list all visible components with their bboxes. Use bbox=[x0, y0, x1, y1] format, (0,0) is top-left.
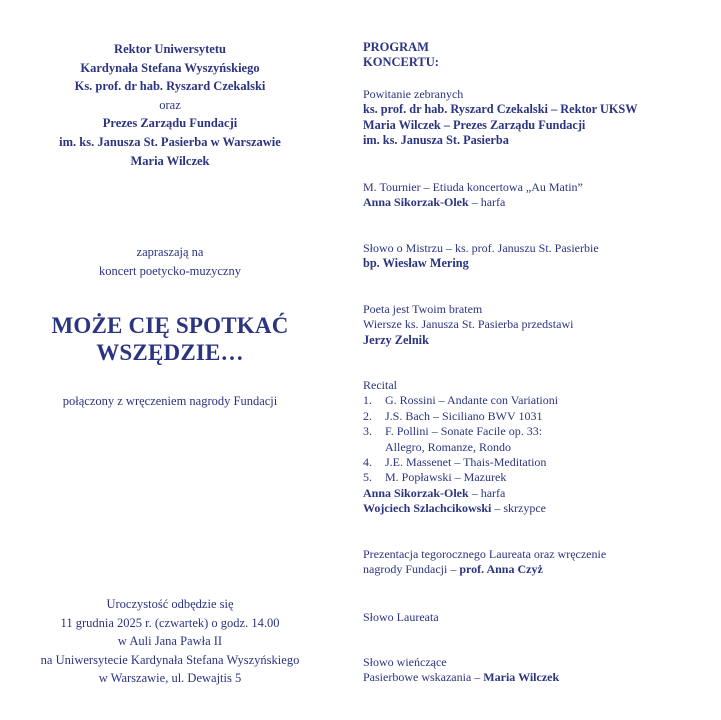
performer-name: Anna Sikorzak-Olek bbox=[363, 485, 469, 500]
performer-name: Anna Sikorzak-Olek bbox=[363, 195, 469, 210]
event-line: Uroczystość odbędzie się bbox=[106, 597, 234, 611]
event-details bbox=[20, 595, 320, 688]
piece: M. Tournier – Etiuda koncertowa „Au Matin” bbox=[363, 180, 583, 194]
recital-piece-continued: Allegro, Romanze, Rondo bbox=[385, 439, 511, 454]
program-item-tournier bbox=[363, 180, 708, 211]
concert-title bbox=[20, 312, 320, 366]
program-item-recital bbox=[363, 378, 708, 517]
laureate-name: prof. Anna Czyż bbox=[459, 562, 543, 577]
host-line: Rektor Uniwersytetu bbox=[114, 42, 226, 56]
event-line: w Warszawie, ul. Dewajtis 5 bbox=[98, 671, 242, 686]
item-text: nagrody Fundacji – prof. Anna Czyż bbox=[363, 562, 543, 577]
performer-line bbox=[363, 195, 708, 210]
performer-role: – harfa bbox=[468, 195, 506, 210]
program-item-poetry bbox=[363, 302, 708, 348]
event-line: na Uniwersytecie Kardynała Stefana Wyszyńskiego bbox=[40, 652, 300, 667]
speaker-name: Maria Wilczek bbox=[483, 670, 560, 685]
invite-text: zapraszają na bbox=[136, 245, 204, 259]
program-item-laureate bbox=[363, 547, 708, 578]
item-label: Recital bbox=[363, 378, 397, 392]
item-text: Poeta jest Twoim bratem bbox=[363, 302, 483, 316]
performer-line bbox=[363, 486, 708, 501]
item-label: Powitanie zebranych bbox=[363, 87, 464, 101]
recital-piece: 5. M. Popławski – Mazurek bbox=[363, 470, 507, 485]
item-text: Słowo o Mistrzu – ks. prof. Januszu St. Pasierbie bbox=[363, 241, 599, 255]
item-text: Prezentacja tegorocznego Laureata oraz wręczenie bbox=[363, 547, 607, 561]
item-text: Pasierbowe wskazania – Maria Wilczek bbox=[363, 670, 560, 685]
host-line: Kardynała Stefana Wyszyńskiego bbox=[80, 60, 260, 75]
program-item-welcome bbox=[363, 87, 708, 149]
invite-block bbox=[20, 243, 320, 280]
program-heading bbox=[363, 40, 708, 70]
host-line: Maria Wilczek bbox=[130, 153, 210, 168]
host-line: Prezes Zarządu Fundacji bbox=[102, 116, 238, 131]
event-line: w Auli Jana Pawła II bbox=[117, 634, 223, 649]
reader: Jerzy Zelnik bbox=[363, 332, 429, 347]
item-text: Słowo wieńczące bbox=[363, 655, 447, 669]
item-text: Słowo Laureata bbox=[363, 610, 439, 624]
recital-piece: 2. J.S. Bach – Siciliano BWV 1031 bbox=[363, 408, 543, 423]
speaker: im. ks. Janusza St. Pasierba bbox=[363, 133, 509, 148]
program-item-word bbox=[363, 241, 708, 272]
program-heading-line: PROGRAM bbox=[363, 40, 429, 54]
title-line: MOŻE CIĘ SPOTKAĆ bbox=[51, 313, 289, 338]
speaker: bp. Wiesław Mering bbox=[363, 256, 469, 271]
invite-text: koncert poetycko-muzyczny bbox=[99, 263, 241, 278]
host-line: im. ks. Janusza St. Pasierba w Warszawie bbox=[59, 134, 281, 149]
speaker: Maria Wilczek – Prezes Zarządu Fundacji bbox=[363, 117, 586, 132]
recital-piece: 3. F. Pollini – Sonate Facile op. 33: bbox=[363, 424, 543, 439]
hosts-block bbox=[20, 40, 320, 170]
host-line: Ks. prof. dr hab. Ryszard Czekalski bbox=[74, 79, 266, 94]
speaker: ks. prof. dr hab. Ryszard Czekalski – Rektor UKSW bbox=[363, 102, 638, 117]
program-item-closing bbox=[363, 655, 708, 686]
performer-line bbox=[363, 501, 708, 516]
performer-name: Wojciech Szlachcikowski bbox=[363, 501, 492, 516]
title-line: WSZĘDZIE… bbox=[96, 340, 244, 365]
host-conjunction: oraz bbox=[159, 97, 181, 112]
recital-piece: 4. J.E. Massenet – Thais-Meditation bbox=[363, 455, 547, 470]
item-text: Wiersze ks. Janusza St. Pasierba przedstawi bbox=[363, 317, 574, 332]
recital-piece: 1. G. Rossini – Andante con Variationi bbox=[363, 393, 559, 408]
performer-role: – skrzypce bbox=[491, 501, 546, 516]
event-line: 11 grudnia 2025 r. (czwartek) o godz. 14.00 bbox=[60, 615, 280, 630]
concert-subtitle: połączony z wręczeniem nagrody Fundacji bbox=[62, 394, 278, 408]
performer-role: – harfa bbox=[468, 485, 506, 500]
program-heading-line: KONCERTU: bbox=[363, 55, 439, 69]
program-item-laureate-word bbox=[363, 610, 708, 625]
